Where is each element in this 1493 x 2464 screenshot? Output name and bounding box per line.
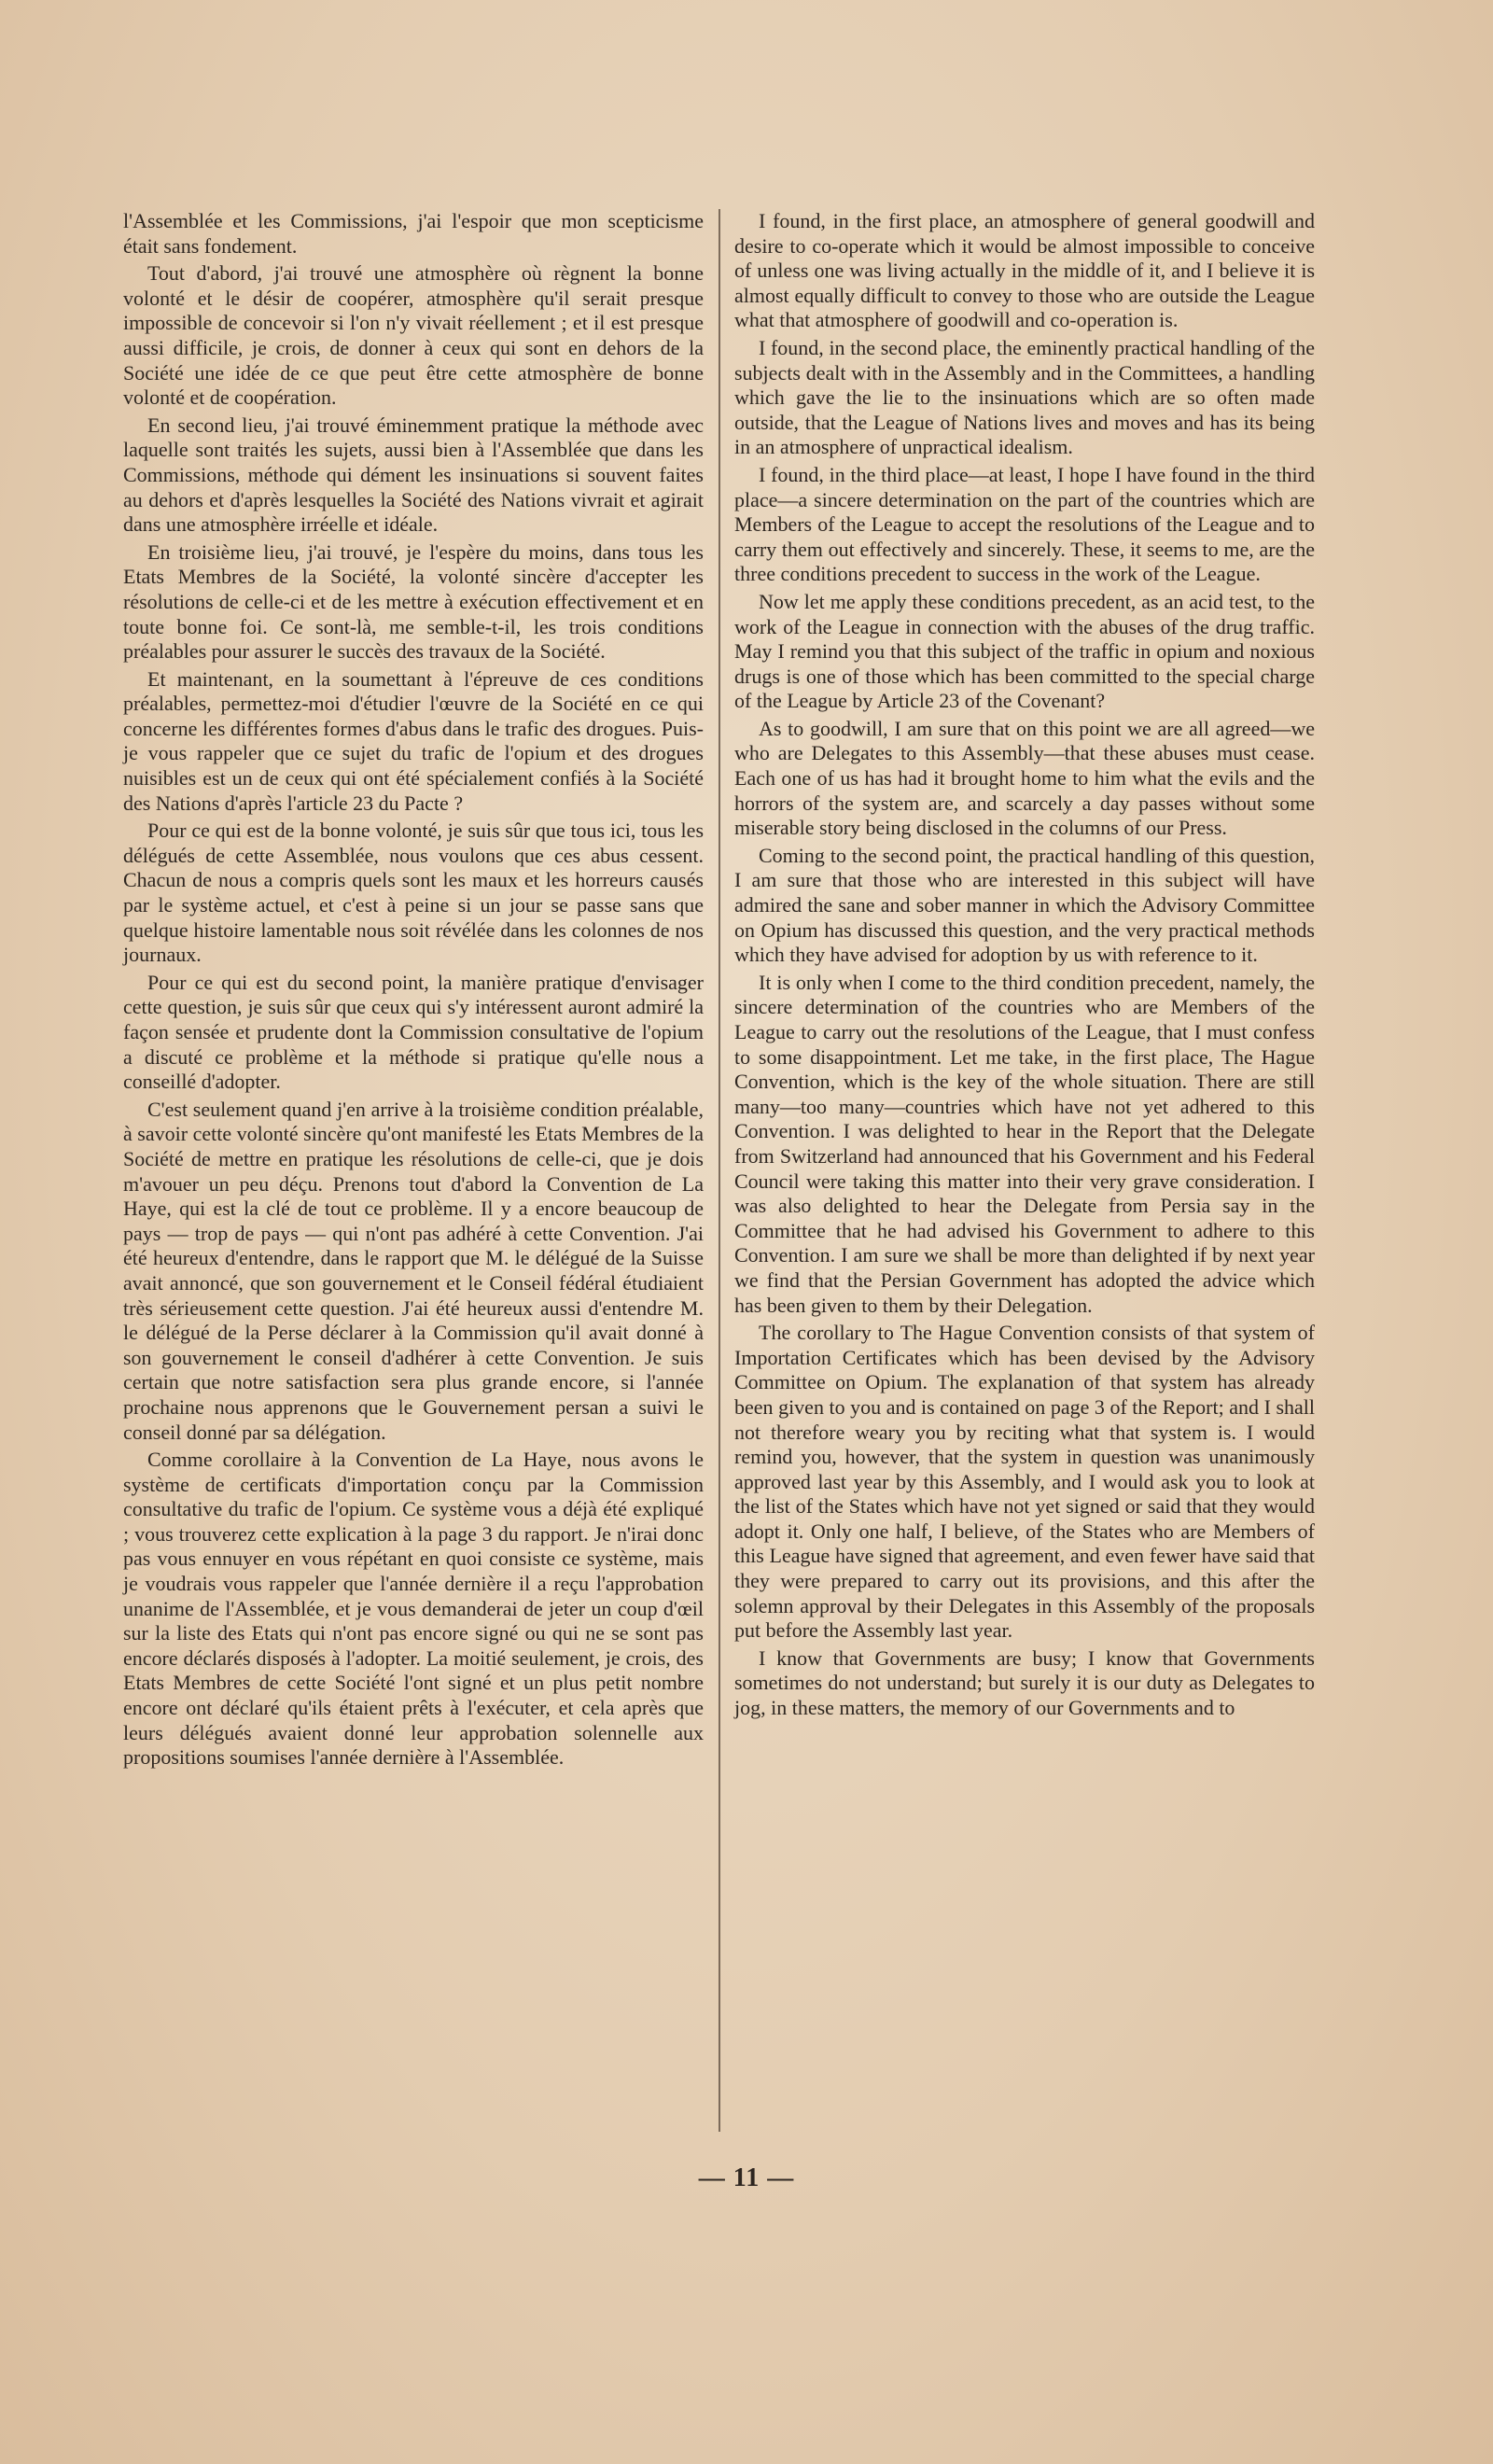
- paragraph: En troisième lieu, j'ai trouvé, je l'espère du moins, dans tous les Etats Membres de la Société, la volonté sincère d'accepter les résolutions de celle-ci et de les mettre à exécution effectivement et en toute bonne foi. Ce sont-là, me semble-t-il, les trois conditions préalables pour assurer le succès des travaux de la Société.: [123, 539, 704, 664]
- paragraph: Pour ce qui est de la bonne volonté, je suis sûr que tous ici, tous les délégués de cette Assemblée, nous voulons que ces abus cessent. Chacun de nous a compris quels sont les maux et les horreurs causés par le système actuel, et c'est à peine si un jour se passe sans que quelque histoire lamentable nous soit révélée dans les colonnes de nos journaux.: [123, 819, 704, 967]
- paragraph: I found, in the second place, the eminently practical handling of the subjects dealt with in the Assembly and in the Committees, a handling which gave the lie to the insinuations which are so often made outside, that the League of Nations lives and moves and has its being in an atmosphere of unpractical idealism.: [734, 335, 1315, 459]
- english-column: [734, 209, 1315, 1721]
- paragraph: l'Assemblée et les Commissions, j'ai l'espoir que mon scepticisme était sans fondement.: [123, 209, 704, 258]
- page-number: — 11 —: [698, 2163, 795, 2192]
- paragraph: Coming to the second point, the practical handling of this question, I am sure that those who are interested in this subject will have admired the sane and sober manner in which the Advisory Committee on Opium has discussed this question, and the very practical methods which they have advised for adoption by us with reference to it.: [734, 843, 1315, 967]
- paragraph: I found, in the first place, an atmosphere of general goodwill and desire to co-operate which it would be almost impossible to conceive of unless one was living actually in the middle of it, and I believe it is almost equally difficult to convey to those who are outside the League what that atmosphere of goodwill and co-operation is.: [734, 209, 1315, 332]
- paragraph: As to goodwill, I am sure that on this point we are all agreed—we who are Delegates to this Assembly—that these abuses must cease. Each one of us has had it brought home to him what the evils and the horrors of the system are, and scarcely a day passes without some miserable story being disclosed in the columns of our Press.: [734, 716, 1315, 840]
- paragraph: En second lieu, j'ai trouvé éminemment pratique la méthode avec laquelle sont traités les sujets, aussi bien à l'Assemblée que dans les Commissions, méthode qui dément les insinuations si souvent faites au dehors et d'après lesquelles la Société des Nations vivrait et agirait dans une atmosphère irréelle et idéale.: [123, 413, 704, 537]
- column-divider: [719, 209, 720, 2132]
- paragraph: The corollary to The Hague Convention consists of that system of Importation Certificates which has been devised by the Advisory Committee on Opium. The explanation of that system has already been given to you and is contained on page 3 of the Report; and I shall not therefore weary you by reciting what that system is. I would remind you, however, that the system in question was unanimously approved last year by this Assembly, and I would ask you to look at the list of the States which have not yet signed or said that they would adopt it. Only one half, I believe, of the States who are Members of this League have signed that agreement, and even fewer have said that they were prepared to carry out its provisions, and this after the solemn approval by their Delegates in this Assembly of the proposals put before the Assembly last year.: [734, 1321, 1315, 1643]
- paragraph: C'est seulement quand j'en arrive à la troisième condition préalable, à savoir cette volonté sincère qu'ont manifesté les Etats Membres de la Société de mettre en pratique les résolutions de celle-ci, que je dois m'avouer un peu déçu. Prenons tout d'abord la Convention de La Haye, qui est la clé de tout ce problème. Il y a encore beaucoup de pays — trop de pays — qui n'ont pas adhéré à cette Convention. J'ai été heureux d'entendre, dans le rapport que M. le délégué de la Suisse avait annoncé, que son gouvernement et le Conseil fédéral étudiaient très sérieusement cette question. J'ai été heureux aussi d'entendre M. le délégué de la Perse déclarer à la Commission qu'il avait donné à son gouvernement le conseil d'adhérer à cette Convention. Je suis certain que notre satisfaction sera plus grande encore, si l'année prochaine nous apprenons que le Gouvernement persan a suivi le conseil donné par sa délégation.: [123, 1097, 704, 1444]
- paragraph: Pour ce qui est du second point, la manière pratique d'envisager cette question, je suis sûr que ceux qui s'y intéressent auront admiré la façon sensée et prudente dont la Commission consultative de l'opium a discuté ce problème et la méthode si pratique qu'elle nous a conseillé d'adopter.: [123, 970, 704, 1094]
- paragraph: Now let me apply these conditions precedent, as an acid test, to the work of the League in connection with the abuses of the drug traffic. May I remind you that this subject of the traffic in opium and noxious drugs is one of those which has been committed to the special charge of the League by Article 23 of the Covenant?: [734, 589, 1315, 713]
- paragraph: I know that Governments are busy; I know that Governments sometimes do not understand; but surely it is our duty as Delegates to jog, in these matters, the memory of our Governments and to: [734, 1645, 1315, 1720]
- paragraph: Et maintenant, en la soumettant à l'épreuve de ces conditions préalables, permettez-moi d'étudier l'œuvre de la Société en ce qui concerne les différentes formes d'abus dans le trafic des drogues. Puis-je vous rappeler que ce sujet du trafic de l'opium et des drogues nuisibles est un de ceux qui ont été spécialement confiés à la Société des Nations d'après l'article 23 du Pacte ?: [123, 666, 704, 815]
- paragraph: Comme corollaire à la Convention de La Haye, nous avons le système de certificats d'importation conçu par la Commission consultative du trafic de l'opium. Ce système vous a déjà été expliqué ; vous trouverez cette explication à la page 3 du rapport. Je n'irai donc pas vous ennuyer en vous répétant en quoi consiste ce système, mais je voudrais vous rappeler que l'année dernière il a reçu l'approbation unanime de l'Assemblée, et je vous demanderai de jeter un coup d'œil sur la liste des Etats qui n'ont pas encore signé ou qui ne se sont pas encore déclarés disposés à l'adopter. La moitié seulement, je crois, des Etats Membres de cette Société l'ont signé et un plus petit nombre encore ont déclaré qu'ils étaient prêts à l'exécuter, et cela après que leurs délégués avaient donné leur approbation solennelle aux propositions soumises l'année dernière à l'Assemblée.: [123, 1448, 704, 1770]
- paragraph: Tout d'abord, j'ai trouvé une atmosphère où règnent la bonne volonté et le désir de coopérer, atmosphère qu'il serait presque impossible de concevoir si l'on n'y vivait réellement ; et il est presque aussi difficile, je crois, de donner à ceux qui sont en dehors de la Société une idée de ce que peut être cette atmosphère de bonne volonté et de coopération.: [123, 261, 704, 410]
- paragraph: It is only when I come to the third condition precedent, namely, the sincere determination of the countries who are Members of the League to carry out the resolutions of the League, that I must confess to some disappointment. Let me take, in the first place, The Hague Convention, which is the key of the whole situation. There are still many—too many—countries which have not yet adhered to this Convention. I was delighted to hear in the Report that the Delegate from Switzerland had announced that his Government and his Federal Council were taking this matter into their very grave consideration. I was also delighted to hear the Delegate from Persia say in the Committee that he had advised his Government to adhere to this Convention. I am sure we shall be more than delighted if by next year we find that the Persian Government has adopted the advice which has been given to them by their Delegation.: [734, 970, 1315, 1317]
- french-column: [123, 209, 704, 1771]
- paragraph: I found, in the third place—at least, I hope I have found in the third place—a sincere determination on the part of the countries which are Members of the League to accept the resolutions of the League and to carry them out effectively and sincerely. These, it seems to me, are the three conditions precedent to success in the work of the League.: [734, 462, 1315, 586]
